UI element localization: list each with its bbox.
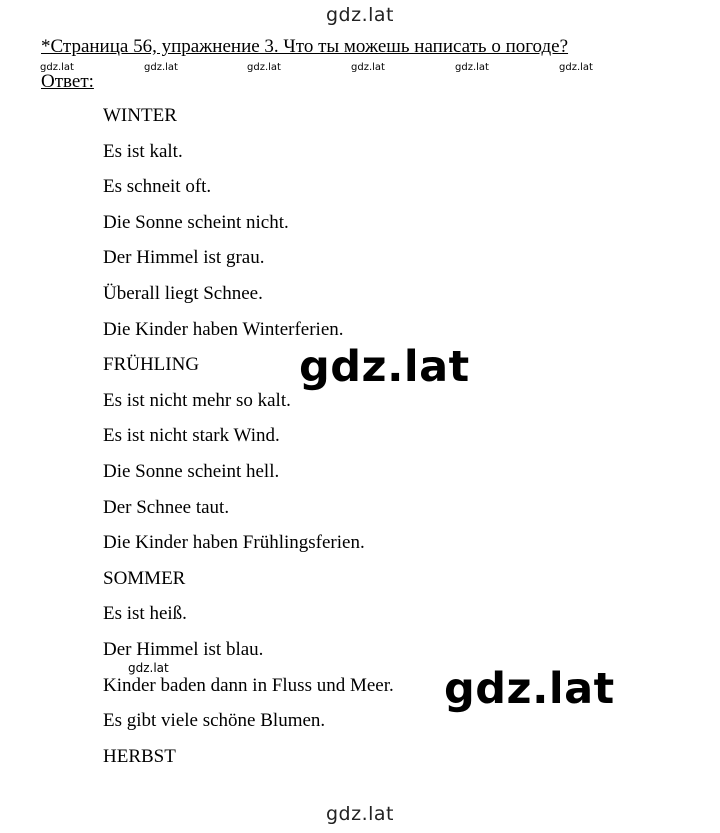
text-line: Die Kinder haben Winterferien. (103, 318, 344, 340)
watermark-small: gdz.lat (40, 62, 74, 73)
answer-lines (103, 104, 394, 780)
text-line: Der Schnee taut. (103, 496, 230, 518)
text-line: Es ist heiß. (103, 603, 187, 625)
line-heading-fruehling: FRÜHLING (103, 354, 200, 376)
watermark-top: gdz.lat (325, 4, 394, 26)
exercise-title: *Страница 56, упражнение 3. Что ты можешь написать о погоде? (41, 36, 569, 57)
watermark-small: gdz.lat (247, 62, 281, 73)
watermark-bottom: gdz.lat (325, 803, 394, 825)
answer-label: Ответ: (41, 71, 94, 92)
watermark-small: gdz.lat (455, 62, 489, 73)
text-line: Es ist kalt. (103, 140, 183, 162)
text-line: Die Sonne scheint nicht. (103, 211, 289, 233)
line-heading-sommer: SOMMER (103, 567, 186, 589)
watermark-large: gdz.lat (444, 664, 615, 714)
text-line: Der Himmel ist blau. (103, 638, 264, 660)
text-line: Die Sonne scheint hell. (103, 460, 280, 482)
watermark-row (0, 62, 720, 76)
line-heading-winter: WINTER (103, 105, 177, 126)
watermark-small: gdz.lat (351, 62, 385, 73)
text-line: Es ist nicht stark Wind. (103, 425, 280, 447)
text-line: Es gibt viele schöne Blumen. (103, 710, 326, 732)
text-line: Die Kinder haben Frühlingsferien. (103, 532, 365, 554)
watermark-small: gdz.lat (128, 661, 169, 675)
watermark-large: gdz.lat (299, 342, 470, 392)
line-heading-herbst: HERBST (103, 745, 176, 767)
text-line: Kinder baden dann in Fluss und Meer. (103, 674, 394, 696)
text-line: Überall liegt Schnee. (103, 282, 263, 304)
text-line: Es ist nicht mehr so kalt. (103, 389, 291, 411)
watermark-small: gdz.lat (144, 62, 178, 73)
text-line: Der Himmel ist grau. (103, 247, 265, 269)
watermark-small: gdz.lat (559, 62, 593, 73)
text-line: Es schneit oft. (103, 176, 212, 198)
